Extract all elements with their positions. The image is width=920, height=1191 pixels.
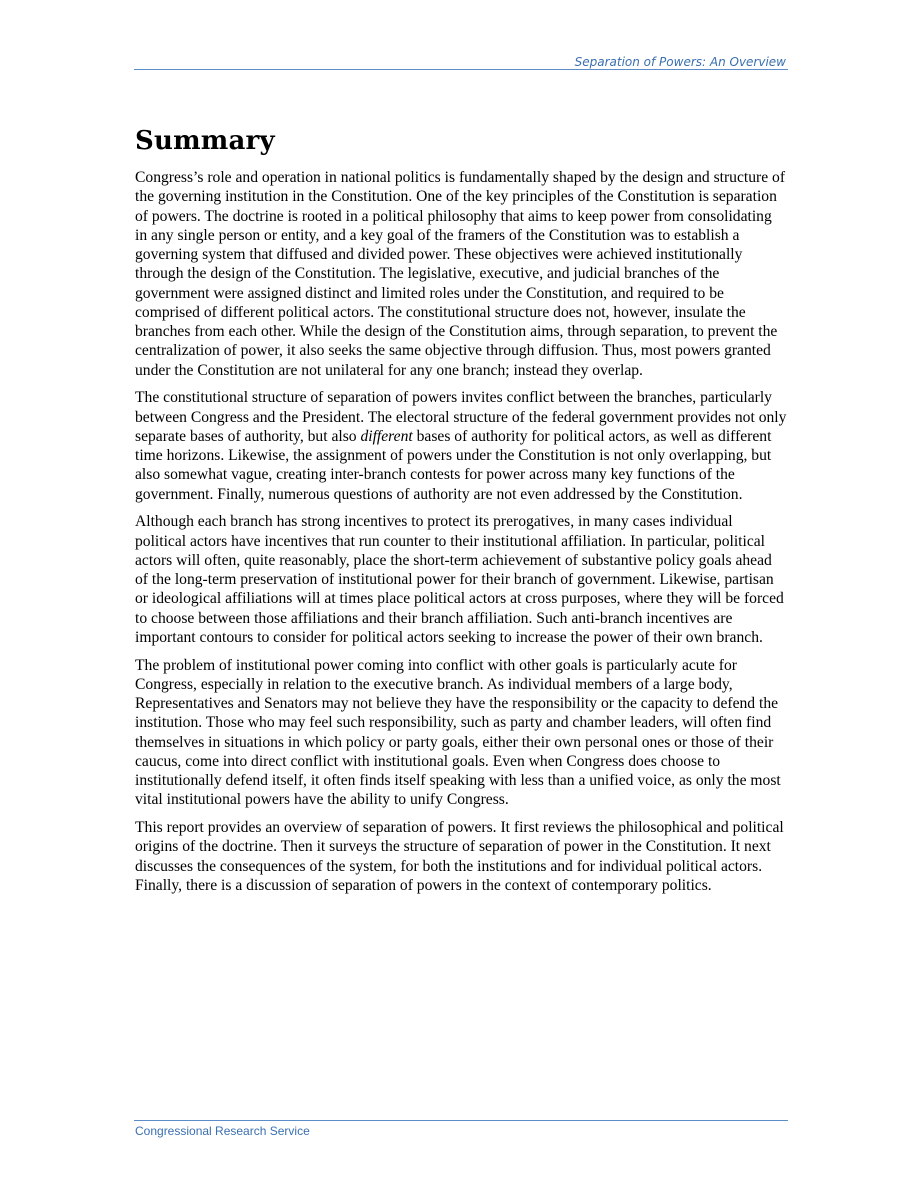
- summary-paragraph-2: [135, 388, 787, 504]
- summary-paragraph-3: Although each branch has strong incentives to protect its prerogatives, in many cases individual political actors have incentives that run counter to their institutional affiliation. In particular, political actors will often, quite reasonably, place the short-term achievement of substantive policy goals ahead of the long-term preservation of institutional power for their branch of government. Likewise, partisan or ideological affiliations will at times place political actors at cross purposes, where they will be forced to choose between those affiliations and their branch affiliation. Such anti-branch incentives are important contours to consider for political actors seeking to increase the power of their own branch.: [135, 513, 784, 646]
- header-divider: [134, 69, 788, 70]
- footer-divider: [134, 1120, 788, 1121]
- paragraph-2-emphasis: different: [360, 427, 413, 445]
- summary-paragraph-4: The problem of institutional power coming into conflict with other goals is particularly acute for Congress, especially in relation to the executive branch. As individual members of a large body, Representatives and Senators may not believe they have the responsibility or the capacity to defend the institution. Those who may feel such responsibility, such as party and chamber leaders, will often find themselves in situations in which policy or party goals, either their own personal ones or those of their caucus, come into direct conflict with institutional goals. Even when Congress does choose to institutionally defend itself, it often finds itself speaking with less than a unified voice, as only the most vital institutional powers have the ability to unify Congress.: [135, 656, 781, 809]
- summary-paragraph-1: Congress’s role and operation in national politics is fundamentally shaped by the design and structure of the governing institution in the Constitution. One of the key principles of the Constitution is separation of powers. The doctrine is rooted in a political philosophy that aims to keep power from consolidating in any single person or entity, and a key goal of the framers of the Constitution was to establish a governing system that diffused and divided power. These objectives were achieved institutionally through the design of the Constitution. The legislative, executive, and judicial branches of the government were assigned distinct and limited roles under the Constitution, and required to be comprised of different political actors. The constitutional structure does not, however, insulate the branches from each other. While the design of the Constitution aims, through separation, to prevent the centralization of power, it also seeks the same objective through diffusion. Thus, most powers granted under the Constitution are not unilateral for any one branch; instead they overlap.: [135, 169, 786, 379]
- footer-publisher: Congressional Research Service: [135, 1124, 310, 1138]
- paragraph-2-text-before: The constitutional structure of separation of powers invites conflict between the branches, particularly between Congress and the President. The electoral structure of the federal government provides not only separate bases of authority, but also: [135, 389, 787, 445]
- summary-paragraph-5: This report provides an overview of separation of powers. It first reviews the philosophical and political origins of the doctrine. Then it surveys the structure of separation of power in the Constitution. It next discusses the consequences of the system, for both the institutions and for individual political actors. Finally, there is a discussion of separation of powers in the context of contemporary politics.: [135, 819, 784, 894]
- page-title: Summary: [135, 126, 275, 156]
- paragraph-2-text-after: bases of authority for political actors, as well as different time horizons. Likewise, the assignment of powers under the Constitution is not only overlapping, but also somewhat vague, creating inter-branch contests for power across many key functions of the government. Finally, numerous questions of authority are not even addressed by the Constitution.: [135, 427, 772, 503]
- summary-body: [135, 168, 787, 904]
- running-header-title: Separation of Powers: An Overview: [574, 55, 786, 69]
